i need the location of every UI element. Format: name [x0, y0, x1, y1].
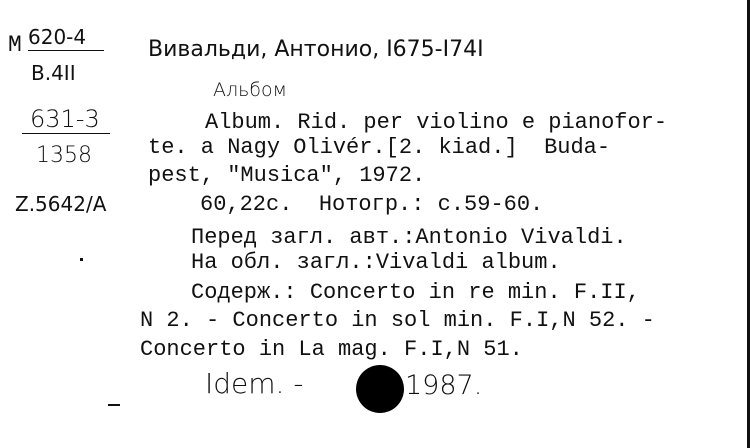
bottom-code: Z.5642/A — [15, 192, 107, 216]
call-number-sub: B.4II — [31, 61, 76, 85]
small-dash — [108, 404, 120, 406]
call-number-top: 620-4 — [28, 25, 87, 49]
call-number-divider — [28, 50, 104, 51]
description-line-6: На обл. загл.:Vivaldi album. — [191, 250, 561, 275]
author-line: Вивальди, Антонио, I675-I74I — [148, 37, 484, 62]
description-line-3: pest, "Musica", 1972. — [148, 163, 426, 188]
handwritten-subnumber: 1358 — [36, 143, 92, 168]
description-line-9: Concerto in La mag. F.I,N 51. — [140, 337, 523, 362]
description-line-4: 60,22с. Нотогр.: с.59-60. — [200, 192, 544, 217]
handwritten-divider — [22, 133, 110, 134]
handwritten-number: 631-3 — [30, 105, 100, 133]
handwritten-idem: Idem. - — [205, 367, 304, 400]
description-line-5: Перед загл. авт.:Antonio Vivaldi. — [191, 225, 627, 250]
description-line-8: N 2. - Concerto in sol min. F.I,N 52. - — [140, 308, 655, 333]
small-mark — [80, 258, 83, 261]
description-line-2: te. a Nagy Olivér.[2. kiad.] Buda- — [148, 135, 611, 160]
description-line-1: Album. Rid. per violino e pianofor- — [205, 110, 668, 135]
handwritten-title: Альбом — [213, 79, 287, 101]
description-line-7: Содерж.: Concerto in re min. F.II, — [191, 280, 640, 305]
stamp-dot-icon — [356, 365, 404, 413]
call-letter: M — [8, 32, 22, 58]
handwritten-year: 1987. — [405, 370, 483, 401]
